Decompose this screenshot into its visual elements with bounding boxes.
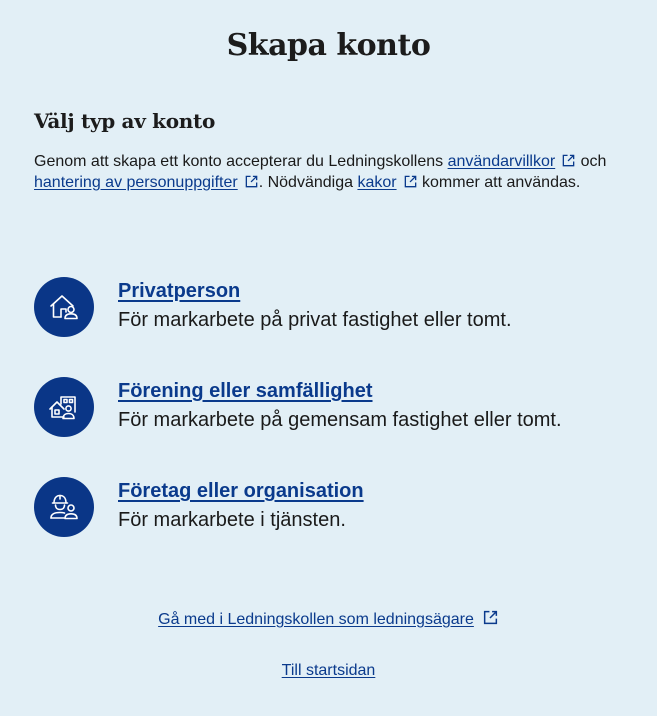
account-option-association[interactable] — [34, 377, 634, 437]
option-description: För markarbete på privat fastighet eller tomt. — [118, 309, 512, 331]
privacy-link[interactable]: hantering av personuppgifter — [34, 173, 238, 191]
intro-text: kommer att användas. — [417, 173, 581, 191]
option-description: För markarbete i tjänsten. — [118, 509, 346, 531]
worker-person-icon — [34, 477, 94, 537]
terms-intro — [34, 152, 624, 193]
company-link[interactable]: Företag eller organisation — [118, 480, 364, 502]
external-link-icon — [482, 609, 499, 626]
intro-text: . Nödvändiga — [258, 173, 358, 191]
join-as-owner-link[interactable]: Gå med i Ledningskollen som ledningsägare — [158, 611, 474, 628]
section-heading: Välj typ av konto — [34, 109, 216, 133]
option-description: För markarbete på gemensam fastighet eller tomt. — [118, 409, 562, 431]
account-option-company[interactable] — [34, 477, 634, 537]
account-option-private[interactable] — [34, 277, 634, 337]
page-title: Skapa konto — [226, 28, 431, 63]
house-person-icon — [34, 277, 94, 337]
external-link-icon — [244, 174, 259, 189]
owner-link-row — [0, 609, 657, 629]
private-person-link[interactable]: Privatperson — [118, 280, 241, 302]
home-link-row — [0, 662, 657, 680]
cookies-link[interactable]: kakor — [357, 173, 397, 191]
external-link-icon — [403, 174, 418, 189]
buildings-person-icon — [34, 377, 94, 437]
intro-text: och — [576, 153, 607, 170]
external-link-icon — [561, 153, 576, 168]
association-link[interactable]: Förening eller samfällighet — [118, 380, 373, 402]
intro-text: Genom att skapa ett konto accepterar du Ledningskollens — [34, 153, 448, 170]
home-link[interactable]: Till startsidan — [281, 662, 376, 679]
terms-link[interactable]: användarvillkor — [447, 153, 556, 170]
